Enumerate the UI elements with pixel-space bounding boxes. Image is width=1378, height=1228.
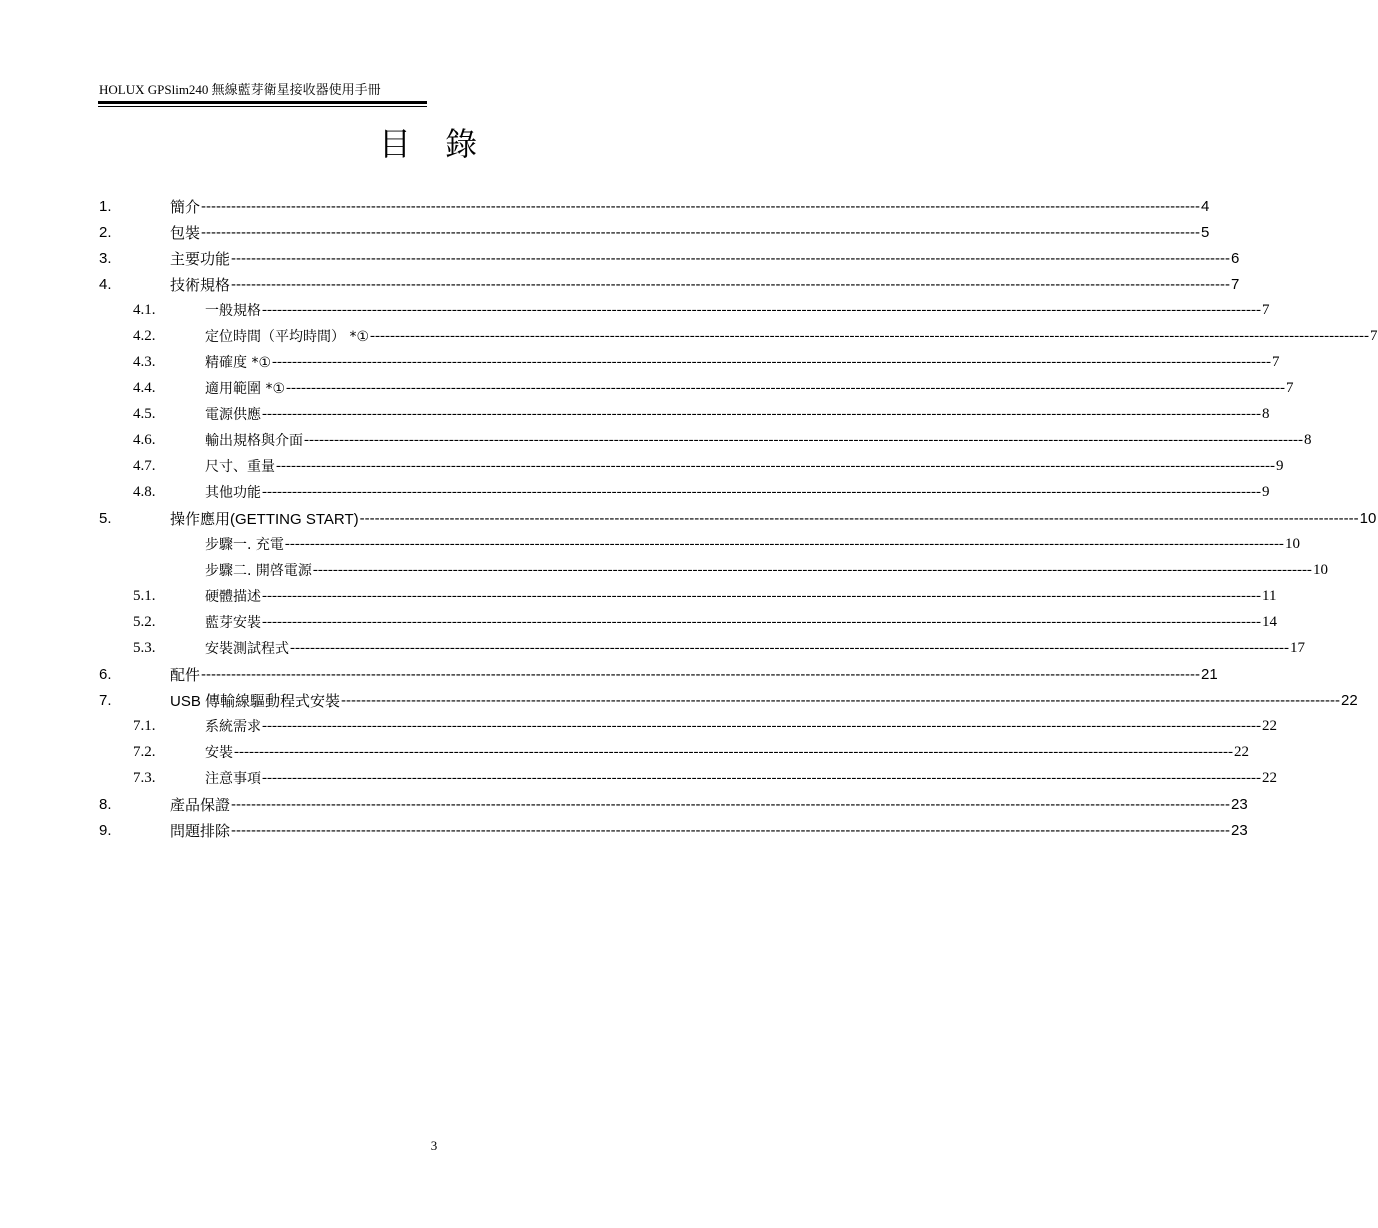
toc-leader: -------------------------------------------------------------------------------------------------------------------------------------------------------------------------------------------------------- [262,769,1262,786]
toc-page-number: 14 [1262,613,1278,630]
toc-page-number: 6 [1231,249,1240,267]
toc-label: 操作應用(GETTING START) [170,510,359,528]
toc-number: 4.1. [133,301,156,318]
toc-label: 問題排除 [170,822,231,840]
toc-row [0,664,1218,684]
toc-row [0,794,1248,814]
toc-leader: -------------------------------------------------------------------------------------------------------------------------------------------------------------------------------------------------------- [276,457,1276,474]
toc-label: 定位時間（平均時間） *① [205,329,370,345]
toc-entry [205,638,1306,658]
toc-page-number: 23 [1231,821,1248,839]
toc-leader: -------------------------------------------------------------------------------------------------------------------------------------------------------------------------------------------------------- [341,691,1341,709]
toc-page-number: 17 [1290,639,1306,656]
toc-leader: -------------------------------------------------------------------------------------------------------------------------------------------------------------------------------------------------------- [284,535,1284,552]
toc-entry [205,378,1294,398]
toc-page-number: 22 [1341,691,1358,709]
toc-row [0,300,1270,320]
toc-label: 系統需求 [205,719,261,735]
toc-leader: -------------------------------------------------------------------------------------------------------------------------------------------------------------------------------------------------------- [201,223,1201,241]
toc-label: 一般規格 [205,303,261,319]
toc-label: 其他功能 [205,485,261,501]
toc-page-number: 7 [1370,327,1378,344]
toc-entry [205,768,1278,788]
toc-number: 6. [99,665,112,683]
toc-number: 9. [99,821,112,839]
toc-label: 簡介 [170,198,201,216]
toc-entry [170,664,1218,685]
toc-number: 4.8. [133,483,156,500]
toc-number: 7.1. [133,717,156,734]
toc-number: 4.6. [133,431,156,448]
toc-row [0,456,1284,476]
toc-row [0,274,1240,294]
header-rule-thin [98,106,427,107]
toc-row [0,508,1377,528]
toc-entry [205,300,1270,320]
toc-leader: -------------------------------------------------------------------------------------------------------------------------------------------------------------------------------------------------------- [201,665,1201,683]
toc-entry [170,690,1358,711]
toc-row [0,404,1270,424]
toc-page-number: 10 [1284,535,1300,552]
toc-page-number: 7 [1262,301,1270,318]
toc-page-number: 21 [1201,665,1218,683]
toc-leader: -------------------------------------------------------------------------------------------------------------------------------------------------------------------------------------------------------- [272,353,1272,370]
toc-page-number: 10 [1312,561,1328,578]
toc-row [0,248,1240,268]
toc-label: 尺寸、重量 [205,459,275,475]
toc-entry [170,820,1248,841]
page-title: 目 錄 [378,125,490,163]
toc-number: 7.2. [133,743,156,760]
toc-number: 4.3. [133,353,156,370]
toc-entry [170,222,1210,243]
toc-leader: -------------------------------------------------------------------------------------------------------------------------------------------------------------------------------------------------------- [262,717,1262,734]
toc-label: 硬體描述 [205,589,261,605]
toc-label: USB 傳輸線驅動程式安裝 [170,692,341,710]
document-header: HOLUX GPSlim240 無線藍芽衛星接收器使用手冊 [99,82,381,97]
toc-entry [205,716,1278,736]
toc-label: 主要功能 [170,250,231,268]
toc-row [0,534,1300,554]
toc-page-number: 23 [1231,795,1248,813]
header-rule-thick [98,101,427,104]
toc-leader: -------------------------------------------------------------------------------------------------------------------------------------------------------------------------------------------------------- [304,431,1304,448]
toc-row [0,352,1280,372]
toc-entry [205,352,1280,372]
toc-page-number: 8 [1262,405,1270,422]
toc-row [0,638,1306,658]
toc-page-number: 22 [1234,743,1250,760]
toc-label: 精確度 *① [205,355,272,371]
toc-leader: -------------------------------------------------------------------------------------------------------------------------------------------------------------------------------------------------------- [262,301,1262,318]
toc-leader: -------------------------------------------------------------------------------------------------------------------------------------------------------------------------------------------------------- [262,405,1262,422]
toc-label: 注意事項 [205,771,261,787]
toc-leader: -------------------------------------------------------------------------------------------------------------------------------------------------------------------------------------------------------- [231,795,1231,813]
toc-label: 適用範圍 *① [205,381,286,397]
toc-number: 4.5. [133,405,156,422]
toc-page-number: 10 [1359,509,1377,527]
toc-page-number: 4 [1201,197,1210,215]
toc-row [0,560,1328,580]
toc-label: 藍芽安裝 [205,615,261,631]
toc-leader: -------------------------------------------------------------------------------------------------------------------------------------------------------------------------------------------------------- [359,509,1359,527]
toc-number: 4.2. [133,327,156,344]
toc-entry [205,482,1270,502]
page-number: 3 [430,1138,438,1153]
toc-number: 2. [99,223,112,241]
toc-label: 輸出規格與介面 [205,433,303,449]
toc-leader: -------------------------------------------------------------------------------------------------------------------------------------------------------------------------------------------------------- [312,561,1312,578]
toc-row [0,768,1278,788]
toc-row [0,326,1378,346]
toc-leader: -------------------------------------------------------------------------------------------------------------------------------------------------------------------------------------------------------- [370,327,1370,344]
toc-row [0,222,1210,242]
toc-entry [170,274,1240,295]
toc-row [0,378,1294,398]
toc-entry [205,742,1250,762]
toc-page-number: 7 [1286,379,1294,396]
toc-entry [170,508,1377,529]
toc-entry [205,534,1300,554]
toc-label: 步驟二. 開啓電源 [205,563,312,579]
toc-label: 配件 [170,666,201,684]
toc-leader: -------------------------------------------------------------------------------------------------------------------------------------------------------------------------------------------------------- [262,613,1262,630]
toc-page-number: 22 [1262,717,1278,734]
toc-page-number: 11 [1262,587,1277,604]
toc-entry [205,326,1378,346]
toc-leader: -------------------------------------------------------------------------------------------------------------------------------------------------------------------------------------------------------- [262,587,1262,604]
toc-leader: -------------------------------------------------------------------------------------------------------------------------------------------------------------------------------------------------------- [234,743,1234,760]
toc-label: 產品保證 [170,796,231,814]
toc-entry [205,430,1312,450]
toc-entry [170,248,1240,269]
toc-entry [170,196,1210,217]
toc-entry [205,586,1277,606]
toc-leader: -------------------------------------------------------------------------------------------------------------------------------------------------------------------------------------------------------- [231,275,1231,293]
toc-label: 技術規格 [170,276,231,294]
toc-page-number: 8 [1304,431,1312,448]
toc-row [0,820,1248,840]
toc-entry [205,404,1270,424]
toc-row [0,742,1250,762]
toc-number: 7.3. [133,769,156,786]
toc-number: 4.7. [133,457,156,474]
toc-leader: -------------------------------------------------------------------------------------------------------------------------------------------------------------------------------------------------------- [290,639,1290,656]
toc-label: 安裝 [205,745,233,761]
toc-label: 包裝 [170,224,201,242]
toc-entry [170,794,1248,815]
toc-entry [205,560,1328,580]
toc-page-number: 7 [1272,353,1280,370]
toc-row [0,690,1358,710]
toc-number: 5.3. [133,639,156,656]
toc-leader: -------------------------------------------------------------------------------------------------------------------------------------------------------------------------------------------------------- [262,483,1262,500]
toc-leader: -------------------------------------------------------------------------------------------------------------------------------------------------------------------------------------------------------- [231,249,1231,267]
toc-leader: -------------------------------------------------------------------------------------------------------------------------------------------------------------------------------------------------------- [201,197,1201,215]
toc-number: 4. [99,275,112,293]
toc-label: 步驟一. 充電 [205,537,284,553]
toc-leader: -------------------------------------------------------------------------------------------------------------------------------------------------------------------------------------------------------- [231,821,1231,839]
toc-page-number: 9 [1276,457,1284,474]
toc-leader: -------------------------------------------------------------------------------------------------------------------------------------------------------------------------------------------------------- [286,379,1286,396]
toc-number: 4.4. [133,379,156,396]
toc-entry [205,456,1284,476]
toc-number: 5.2. [133,613,156,630]
toc-page-number: 22 [1262,769,1278,786]
toc-label: 安裝測試程式 [205,641,289,657]
toc-label: 電源供應 [205,407,261,423]
toc-entry [205,612,1278,632]
toc-row [0,716,1278,736]
toc-number: 1. [99,197,112,215]
toc-row [0,430,1312,450]
toc-number: 7. [99,691,112,709]
toc-row [0,482,1270,502]
toc-number: 5. [99,509,112,527]
toc-page-number: 9 [1262,483,1270,500]
toc-row [0,196,1210,216]
toc-row [0,612,1278,632]
toc-number: 8. [99,795,112,813]
toc-row [0,586,1277,606]
toc-number: 3. [99,249,112,267]
toc-page-number: 7 [1231,275,1240,293]
toc-page-number: 5 [1201,223,1210,241]
toc-number: 5.1. [133,587,156,604]
